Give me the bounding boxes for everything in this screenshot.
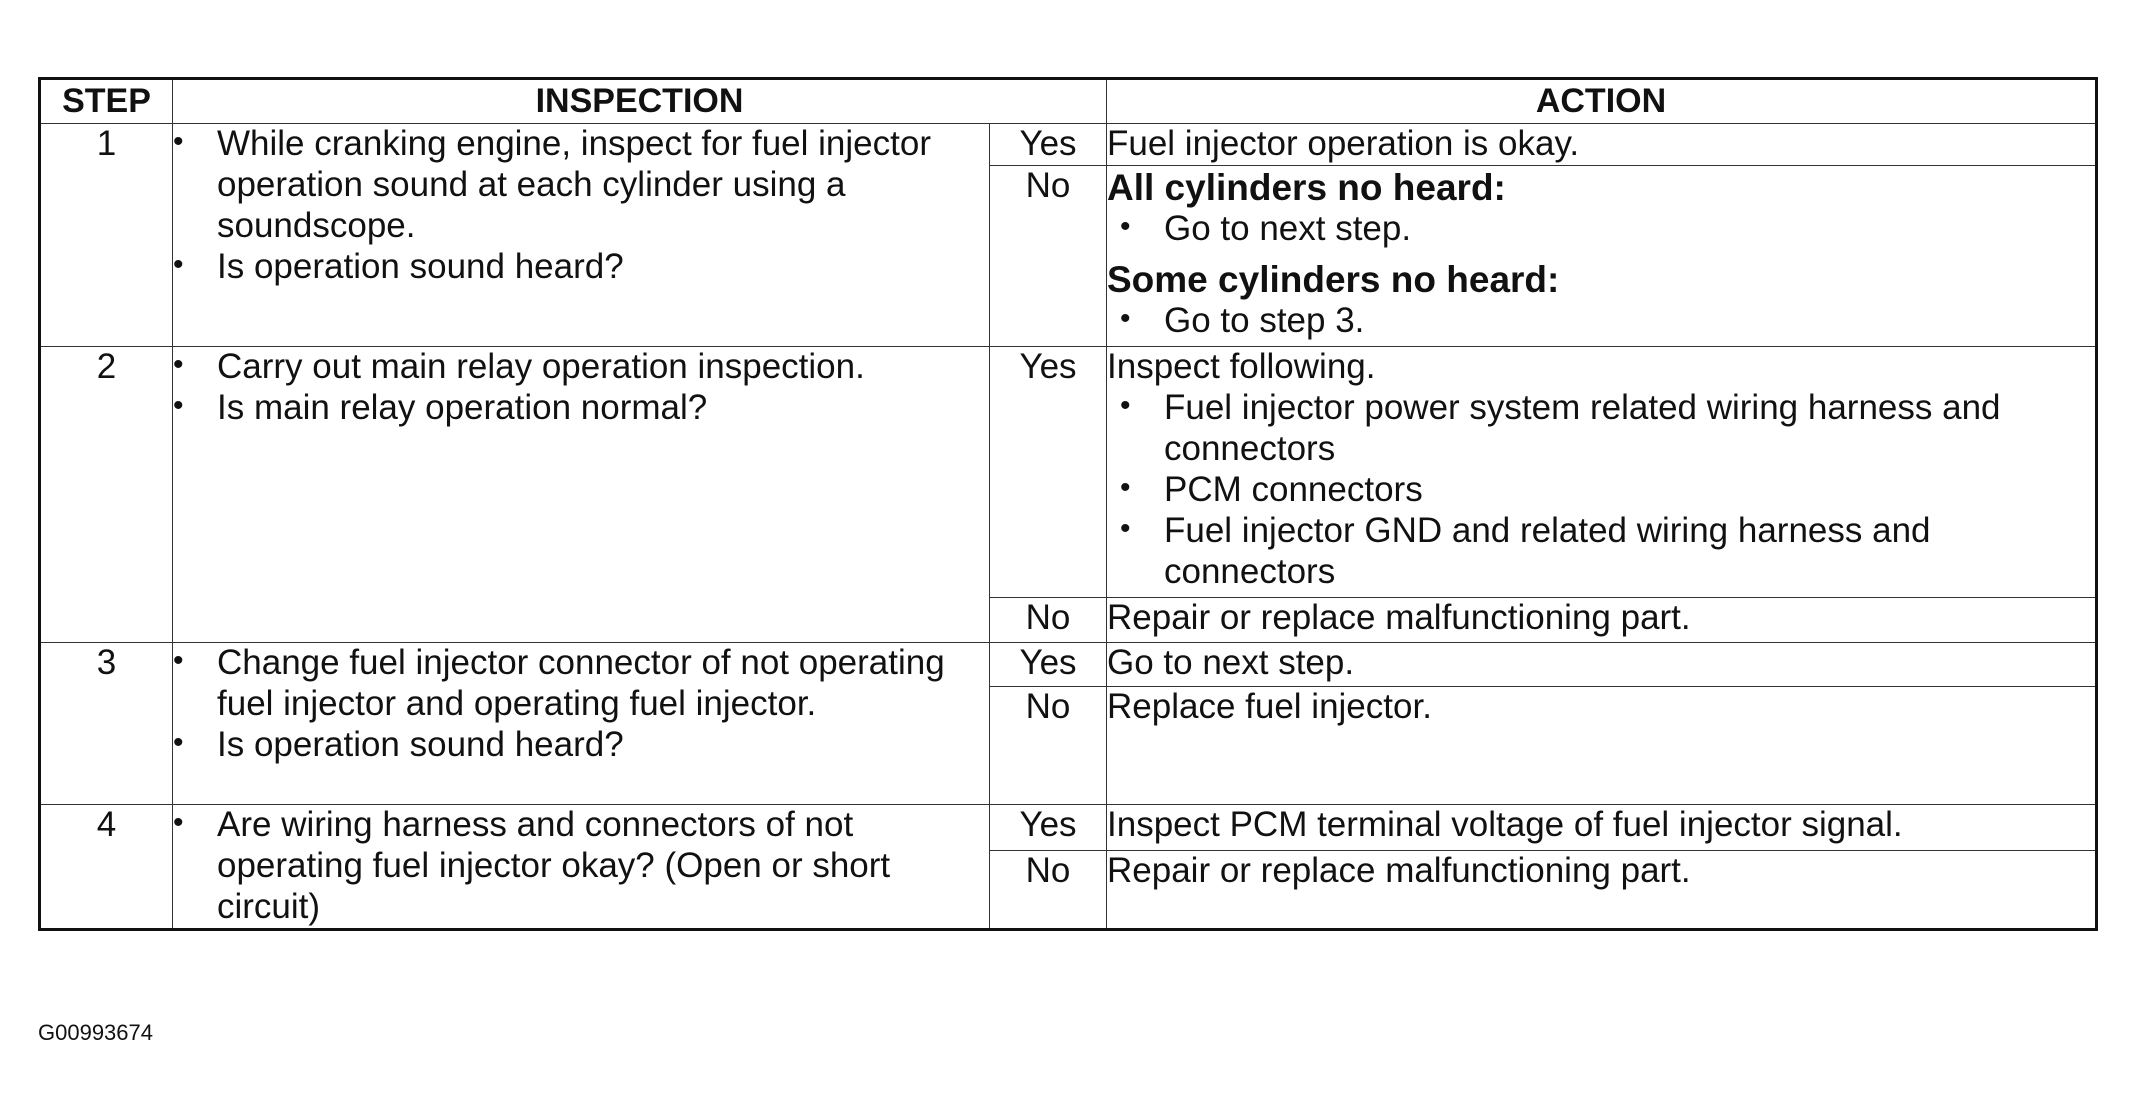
step-1-inspection [173,124,990,347]
figure-id: G00993674 [38,1020,153,1045]
inspection-bullet: • Change fuel injector connector of not operating fuel injector and operating fuel injector. [173,643,989,725]
header-inspection: INSPECTION [173,79,1107,124]
no-label: No [990,598,1107,643]
inspection-bullet: • Carry out main relay operation inspection. [173,347,989,388]
action-text: Go to next step. [1107,643,2097,687]
step-2-yes-action [1107,347,2097,598]
step-number: 2 [40,347,173,643]
inspection-bullet: • Is operation sound heard? [173,725,989,766]
step-3-yes-row [40,643,2097,687]
action-text: Inspect following. [1107,347,1376,387]
inspection-bullet: • Is operation sound heard? [173,247,989,288]
step-number: 3 [40,643,173,805]
no-label: No [990,851,1107,929]
action-bullet: • PCM connectors [1120,470,2095,511]
action-text: Replace fuel injector. [1107,687,2097,805]
step-2-yes-row [40,347,2097,598]
step-3-inspection [173,643,990,805]
step-2-inspection [173,347,990,643]
action-heading: Some cylinders no heard: [1107,259,1560,301]
action-heading: All cylinders no heard: [1107,166,1506,208]
yes-label: Yes [990,805,1107,851]
action-bullet: • Fuel injector GND and related wiring harness and connectors [1120,511,2095,593]
action-text: Repair or replace malfunctioning part. [1107,598,2097,643]
header-row [40,79,2097,124]
yes-label: Yes [990,124,1107,166]
yes-label: Yes [990,643,1107,687]
step-4-yes-row [40,805,2097,851]
step-number: 4 [40,805,173,930]
action-text: Repair or replace malfunctioning part. [1107,851,2097,929]
action-text: Inspect PCM terminal voltage of fuel injector signal. [1107,805,2097,851]
step-4-inspection [173,805,990,930]
header-action: ACTION [1107,79,2097,124]
step-1-yes-row [40,124,2097,166]
step-1-no-action [1107,165,2097,346]
inspection-bullet: • Is main relay operation normal? [173,388,989,429]
inspection-bullet: • Are wiring harness and connectors of not operating fuel injector okay? (Open or short circuit) [173,805,989,928]
step-number: 1 [40,124,173,347]
action-bullet: • Go to next step. [1120,209,2095,250]
action-bullet: • Fuel injector power system related wiring harness and connectors [1120,388,2095,470]
yes-label: Yes [990,347,1107,598]
no-label: No [990,165,1107,346]
action-text: Fuel injector operation is okay. [1107,124,2097,166]
header-step: STEP [40,79,173,124]
diagnostic-table [38,77,2098,931]
inspection-bullet: • While cranking engine, inspect for fuel injector operation sound at each cylinder using a soundscope. [173,124,989,247]
action-bullet: • Go to step 3. [1120,301,2095,342]
no-label: No [990,687,1107,805]
